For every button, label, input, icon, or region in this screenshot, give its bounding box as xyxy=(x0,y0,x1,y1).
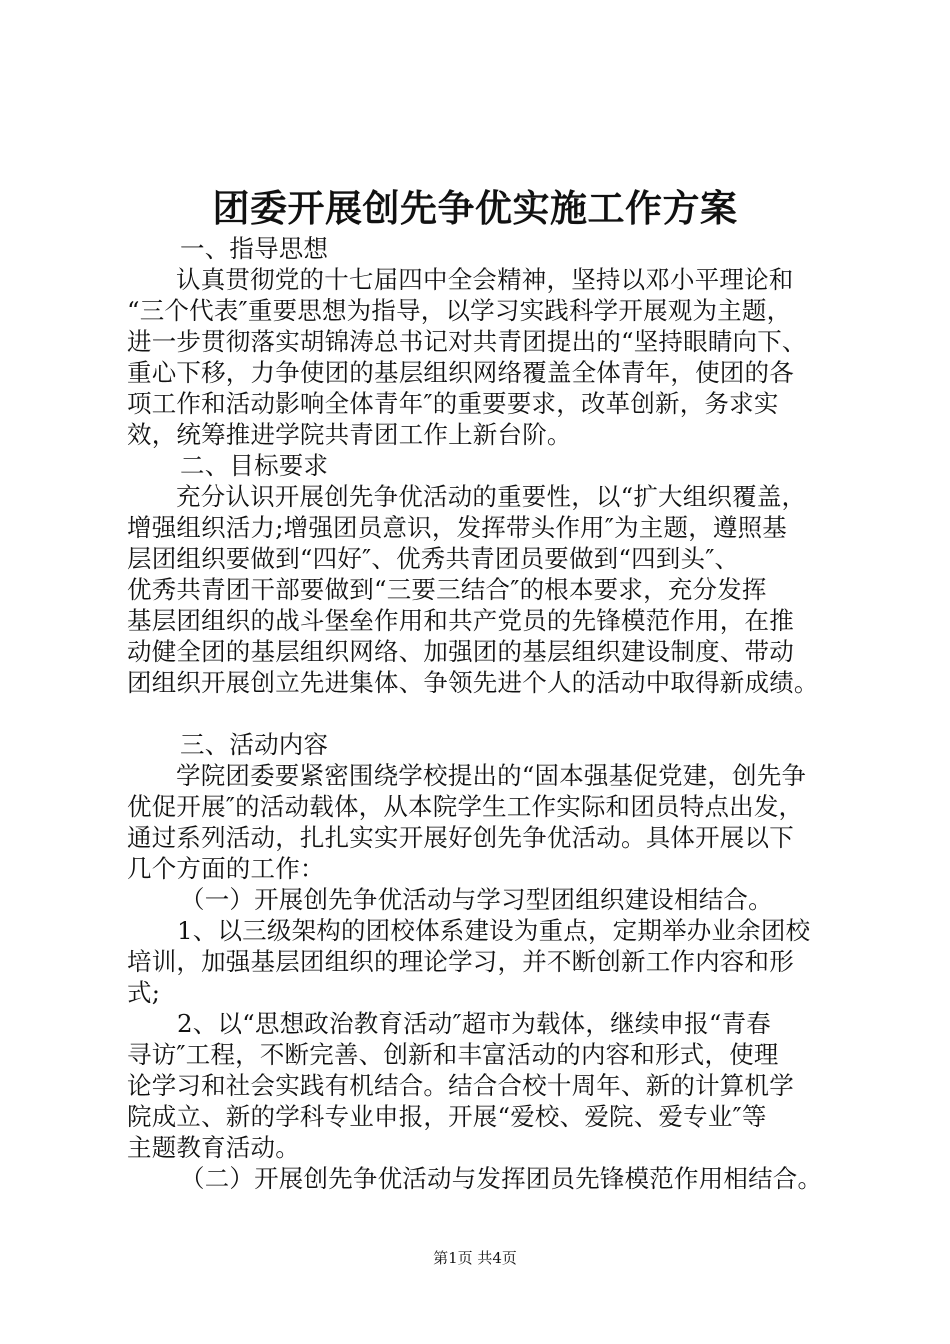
section-heading: 二、目标要求 xyxy=(180,451,329,480)
document-body xyxy=(127,233,832,1194)
text-line: 充分认识开展创先争优活动的重要性，以“扩大组织覆盖， xyxy=(176,482,807,511)
text-line: 增强组织活力;增强团员意识，发挥带头作用″为主题，遵照基 xyxy=(127,513,788,542)
subsection-heading: （一）开展创先争优活动与学习型团组织建设相结合。 xyxy=(180,885,773,914)
text-line: 重心下移，力争使团的基层组织网络覆盖全体青年，使团的各 xyxy=(127,358,794,387)
text-line: 式; xyxy=(127,978,161,1007)
subsection-heading: （二）开展创先争优活动与发挥团员先锋模范作用相结合。 xyxy=(180,1164,823,1193)
document-title: 团委开展创先争优实施工作方案 xyxy=(212,187,738,230)
text-line: 通过系列活动，扎扎实实开展好创先争优活动。具体开展以下 xyxy=(127,823,794,852)
text-line: 项工作和活动影响全体青年″的重要要求，改革创新，务求实 xyxy=(127,389,779,418)
text-line: 团组织开展创立先进集体、争领先进个人的活动中取得新成绩。 xyxy=(127,668,819,697)
text-line: 主题教育活动。 xyxy=(127,1133,300,1162)
text-line: 动健全团的基层组织网络、加强团的基层组织建设制度、带动 xyxy=(127,637,794,666)
text-line: 1、以三级架构的团校体系建设为重点，定期举办业余团校 xyxy=(177,916,811,945)
text-line: 效，统筹推进学院共青团工作上新台阶。 xyxy=(127,420,572,449)
text-line: 认真贯彻党的十七届四中全会精神，坚持以邓小平理论和 xyxy=(176,265,794,294)
text-line: 层团组织要做到“四好″、优秀共青团员要做到“四到头″、 xyxy=(127,544,740,573)
text-line: 几个方面的工作： xyxy=(127,854,325,883)
section-heading: 一、指导思想 xyxy=(180,234,329,263)
paragraph-gap xyxy=(127,698,832,729)
text-line: 进一步贯彻落实胡锦涛总书记对共青团提出的“坚持眼睛向下、 xyxy=(127,327,807,356)
text-line: 培训，加强基层团组织的理论学习，并不断创新工作内容和形 xyxy=(127,947,794,976)
text-line: 论学习和社会实践有机结合。结合合校十周年、新的计算机学 xyxy=(127,1071,794,1100)
text-line: “三个代表″重要思想为指导，以学习实践科学开展观为主题， xyxy=(127,296,792,325)
text-line: 优秀共青团干部要做到“三要三结合″的根本要求，充分发挥 xyxy=(127,575,767,604)
text-line: 优促开展″的活动载体，从本院学生工作实际和团员特点出发， xyxy=(127,792,804,821)
page-footer: 第1页 共4页 xyxy=(433,1249,517,1267)
section-heading: 三、活动内容 xyxy=(180,730,329,759)
text-line: 院成立、新的学科专业申报，开展“爱校、爱院、爱专业″等 xyxy=(127,1102,767,1131)
text-line: 学院团委要紧密围绕学校提出的“固本强基促党建，创先争 xyxy=(176,761,807,790)
text-line: 基层团组织的战斗堡垒作用和共产党员的先锋模范作用，在推 xyxy=(127,606,794,635)
text-line: 2、以“思想政治教育活动″超市为载体，继续申报“青春 xyxy=(177,1009,771,1038)
text-line: 寻访″工程，不断完善、创新和丰富活动的内容和形式，使理 xyxy=(127,1040,779,1069)
